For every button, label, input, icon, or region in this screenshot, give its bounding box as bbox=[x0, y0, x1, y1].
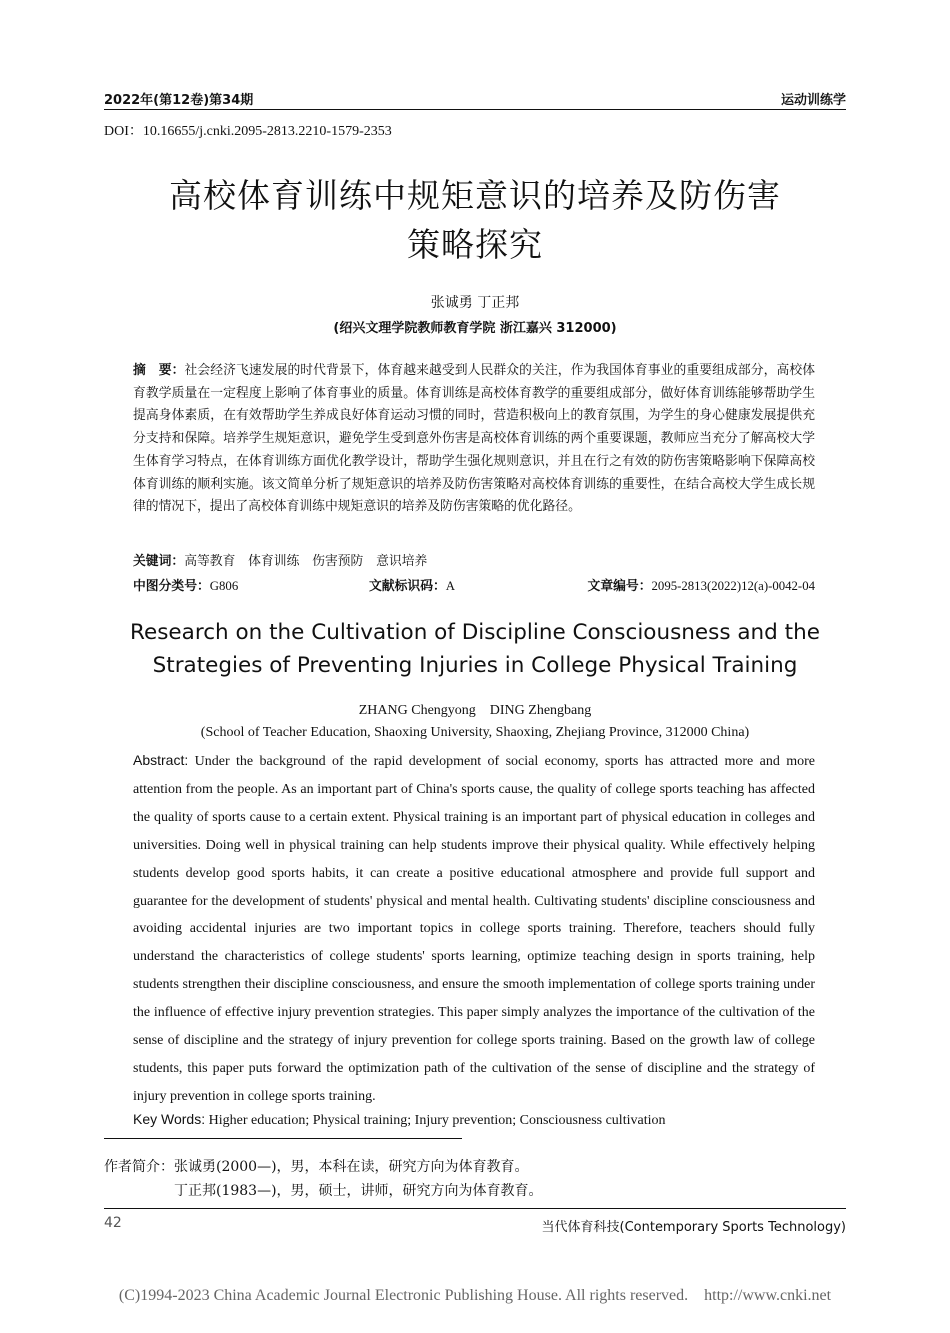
title-en-line-1: Research on the Cultivation of Discipline Consciousness and the bbox=[130, 620, 820, 645]
issue-info: 2022年(第12卷)第34期 bbox=[104, 93, 254, 108]
abstract-cn-label: 摘 要： bbox=[133, 363, 185, 378]
copyright-watermark: (C)1994-2023 China Academic Journal Electronic Publishing House. All rights reserved. http://www.cnki.net bbox=[118, 1287, 832, 1304]
abstract-en bbox=[133, 747, 815, 1111]
doi: DOI：10.16655/j.cnki.2095-2813.2210-1579-2353 bbox=[104, 124, 392, 139]
author-bio-2: 丁正邦(1983—)，男，硕士，讲师，研究方向为体育教育。 bbox=[174, 1183, 543, 1199]
footnote-divider bbox=[104, 1138, 462, 1139]
title-en-line-2: Strategies of Preventing Injuries in College Physical Training bbox=[152, 653, 798, 678]
abstract-cn bbox=[133, 360, 815, 519]
affiliation-cn: (绍兴文理学院教师教育学院 浙江嘉兴 312000) bbox=[333, 321, 617, 336]
section-name: 运动训练学 bbox=[780, 93, 846, 108]
title-cn-line-2: 策略探究 bbox=[407, 225, 543, 264]
abstract-en-text: Under the background of the rapid development of social economy, sports has attracted more and more attention from the people. As an important part of China's sports cause, the quality of college sports teaching has affected the quality of sports cause to a certain extent. Physical training is an important part of physical education in colleges and universities. Doing well in physical training can help students improve their physical quality. While effectively helping students develop good sports habits, it can create a positive educational atmosphere and provide full support and guarantee for the development of students' physical and mental health. Cultivating students' discipline consciousness and avoiding accidental injuries are two important topics in college sports training. Therefore, teachers should fully understand the characteristics of college students' sports learning, optimize teaching design in sports training, help students strengthen their discipline consciousness, and ensure the smooth implementation of college sports training under the influence of effective injury prevention strategies. This paper simply analyzes the importance of the cultivation of the sense of discipline and the strategy of injury prevention for college sports training. Based on the growth law of college students, this paper puts forward the optimization path of the cultivation of the sense of discipline and the strategy of injury prevention in college sports training. bbox=[133, 754, 815, 1104]
abstract-en-label: Abstract: bbox=[133, 752, 189, 768]
document-code: 文献标识码：A bbox=[369, 579, 456, 594]
journal-name: 当代体育科技(Contemporary Sports Technology) bbox=[541, 1220, 846, 1235]
clc-number: 中图分类号：G806 bbox=[133, 579, 239, 594]
keywords-cn bbox=[133, 550, 815, 569]
article-number: 文章编号：2095-2813(2022)12(a)-0042-04 bbox=[587, 579, 815, 594]
keywords-en-text: Higher education; Physical training; Injury prevention; Consciousness cultivation bbox=[208, 1113, 666, 1128]
keywords-cn-text: 高等教育 体育训练 伤害预防 意识培养 bbox=[184, 554, 428, 569]
title-en bbox=[104, 616, 846, 682]
footer-divider bbox=[104, 1208, 846, 1209]
page-number: 42 bbox=[104, 1215, 122, 1231]
keywords-en-label: Key Words: bbox=[133, 1111, 206, 1127]
authors-en: ZHANG Chengyong DING Zhengbang bbox=[358, 703, 592, 718]
header-divider bbox=[104, 109, 846, 110]
affiliation-en: (School of Teacher Education, Shaoxing University, Shaoxing, Zhejiang Province, 312000 China) bbox=[200, 725, 750, 740]
abstract-cn-text: 社会经济飞速发展的时代背景下，体育越来越受到人民群众的关注，作为我国体育事业的重要组成部分，高校体育教学质量在一定程度上影响了体育事业的质量。体育训练是高校体育教学的重要组成部分，做好体育训练能够帮助学生提高身体素质，在有效帮助学生养成良好体育运动习惯的同时，营造积极向上的教育氛围，为学生的身心健康发展提供充分支持和保障。培养学生规矩意识，避免学生受到意外伤害是高校体育训练的两个重要课题，教师应当充分了解高校大学生体育学习特点，在体育训练方面优化教学设计，帮助学生强化规则意识，并且在行之有效的防伤害策略影响下保障高校体育训练的顺利实施。该文简单分析了规矩意识的培养及防伤害策略对高校体育训练的重要性，在结合高校大学生成长规律的情况下，提出了高校体育训练中规矩意识的培养及防伤害策略的优化路径。 bbox=[133, 363, 816, 515]
authors-cn: 张诚勇 丁正邦 bbox=[430, 295, 520, 311]
keywords-cn-label: 关键词： bbox=[133, 554, 185, 569]
keywords-en bbox=[133, 1111, 815, 1129]
title-cn-line-1: 高校体育训练中规矩意识的培养及防伤害 bbox=[169, 176, 781, 215]
author-bio-1: 作者简介：张诚勇(2000—)，男，本科在读，研究方向为体育教育。 bbox=[104, 1159, 529, 1175]
